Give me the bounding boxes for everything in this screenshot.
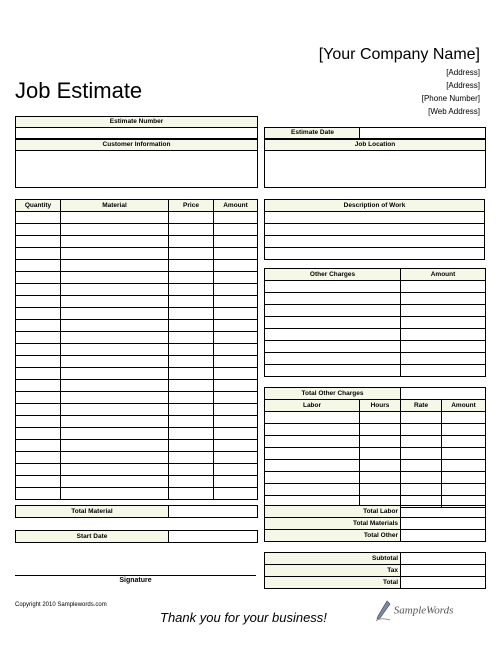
material-cell[interactable]: [61, 272, 169, 284]
material-row: [16, 320, 258, 332]
material-cell[interactable]: [61, 296, 169, 308]
pen-icon: [375, 600, 391, 622]
address-line-2: [Address]: [446, 81, 480, 90]
material-cell[interactable]: [61, 212, 169, 224]
signature-label: Signature: [119, 577, 152, 584]
total-other-charges-field[interactable]: [401, 388, 486, 400]
other-charge-row: [265, 305, 486, 317]
material-cell[interactable]: [169, 368, 214, 380]
signature-line[interactable]: [15, 575, 256, 576]
material-row: [16, 272, 258, 284]
total-materials-field[interactable]: [401, 518, 486, 530]
material-cell[interactable]: [214, 272, 258, 284]
labor-cell[interactable]: [442, 472, 486, 484]
material-cell[interactable]: [16, 212, 61, 224]
material-cell[interactable]: [61, 320, 169, 332]
material-cell[interactable]: [61, 344, 169, 356]
estimate-number-field[interactable]: [15, 127, 258, 139]
material-cell[interactable]: [16, 344, 61, 356]
material-row: [16, 224, 258, 236]
labor-cell[interactable]: [442, 424, 486, 436]
labor-table: [264, 387, 486, 508]
total-other-charges-label: Total Other Charges: [265, 388, 401, 400]
description-of-work-label: Description of Work: [265, 200, 485, 212]
material-cell[interactable]: [214, 440, 258, 452]
other-charge-cell[interactable]: [265, 305, 401, 317]
other-charge-row: [265, 353, 486, 365]
material-cell[interactable]: [214, 464, 258, 476]
labor-cell[interactable]: [360, 472, 401, 484]
other-charge-cell[interactable]: [401, 329, 486, 341]
material-cell[interactable]: [16, 248, 61, 260]
material-cell[interactable]: [61, 224, 169, 236]
material-row: [16, 308, 258, 320]
material-cell[interactable]: [16, 428, 61, 440]
col-hours: Hours: [360, 400, 401, 412]
material-row: [16, 440, 258, 452]
other-charge-cell[interactable]: [401, 305, 486, 317]
material-cell[interactable]: [169, 404, 214, 416]
material-cell[interactable]: [214, 236, 258, 248]
description-cell[interactable]: [265, 224, 485, 236]
material-row: [16, 428, 258, 440]
material-row: [16, 260, 258, 272]
labor-cell[interactable]: [360, 460, 401, 472]
other-charge-cell[interactable]: [265, 317, 401, 329]
description-row: [265, 236, 485, 248]
material-cell[interactable]: [214, 404, 258, 416]
doc-title: Job Estimate: [15, 78, 143, 103]
total-labor-label: Total Labor: [265, 506, 401, 518]
material-cell[interactable]: [169, 308, 214, 320]
total-materials-label: Total Materials: [265, 518, 401, 530]
material-cell[interactable]: [169, 236, 214, 248]
labor-cell[interactable]: [442, 484, 486, 496]
material-cell[interactable]: [214, 296, 258, 308]
material-row: [16, 380, 258, 392]
estimate-number-label: Estimate Number: [15, 116, 258, 128]
material-cell[interactable]: [214, 380, 258, 392]
material-cell[interactable]: [16, 284, 61, 296]
labor-cell[interactable]: [401, 412, 442, 424]
col-material: Material: [61, 200, 169, 212]
estimate-date-field[interactable]: [359, 127, 486, 139]
material-cell[interactable]: [16, 452, 61, 464]
total-field[interactable]: [401, 577, 486, 589]
labor-cell[interactable]: [401, 472, 442, 484]
material-cell[interactable]: [16, 416, 61, 428]
material-cell[interactable]: [16, 272, 61, 284]
start-date-table: [15, 530, 258, 543]
material-cell[interactable]: [214, 320, 258, 332]
material-cell[interactable]: [214, 284, 258, 296]
material-cell[interactable]: [16, 464, 61, 476]
material-row: [16, 296, 258, 308]
material-cell[interactable]: [169, 356, 214, 368]
material-cell[interactable]: [16, 260, 61, 272]
material-row: [16, 236, 258, 248]
labor-row: [265, 448, 486, 460]
labor-cell[interactable]: [265, 448, 360, 460]
material-row: [16, 248, 258, 260]
material-cell[interactable]: [61, 464, 169, 476]
col-labor-amount: Amount: [442, 400, 486, 412]
labor-row: [265, 472, 486, 484]
labor-cell[interactable]: [360, 436, 401, 448]
other-charge-cell[interactable]: [265, 281, 401, 293]
material-row: [16, 344, 258, 356]
labor-cell[interactable]: [442, 436, 486, 448]
start-date-label: Start Date: [16, 531, 169, 543]
customer-info-field[interactable]: [15, 150, 258, 188]
material-cell[interactable]: [16, 392, 61, 404]
material-row: [16, 452, 258, 464]
material-cell[interactable]: [61, 476, 169, 488]
description-cell[interactable]: [265, 248, 485, 260]
material-row: [16, 332, 258, 344]
other-charge-cell[interactable]: [401, 353, 486, 365]
material-cell[interactable]: [214, 428, 258, 440]
material-cell[interactable]: [169, 320, 214, 332]
material-cell[interactable]: [169, 428, 214, 440]
material-cell[interactable]: [61, 428, 169, 440]
material-cell[interactable]: [61, 356, 169, 368]
other-charges-label: Other Charges: [265, 269, 401, 281]
labor-row: [265, 460, 486, 472]
material-cell[interactable]: [61, 308, 169, 320]
estimate-date-label: Estimate Date: [264, 127, 361, 139]
material-cell[interactable]: [61, 236, 169, 248]
total-other-label: Total Other: [265, 530, 401, 542]
logo-text: SampleWords: [393, 604, 454, 617]
phone-number: [Phone Number]: [421, 94, 480, 103]
col-quantity: Quantity: [16, 200, 61, 212]
material-cell[interactable]: [169, 260, 214, 272]
labor-row: [265, 424, 486, 436]
other-charge-row: [265, 317, 486, 329]
material-cell[interactable]: [16, 380, 61, 392]
material-cell[interactable]: [61, 284, 169, 296]
material-cell[interactable]: [16, 368, 61, 380]
materials-table: [15, 199, 258, 500]
other-charge-row: [265, 293, 486, 305]
description-row: [265, 248, 485, 260]
total-material-field[interactable]: [169, 506, 258, 518]
material-cell[interactable]: [169, 212, 214, 224]
material-cell[interactable]: [214, 356, 258, 368]
total-other-field[interactable]: [401, 530, 486, 542]
labor-row: [265, 436, 486, 448]
material-cell[interactable]: [61, 248, 169, 260]
total-labor-field[interactable]: [401, 506, 486, 518]
material-cell[interactable]: [169, 464, 214, 476]
material-cell[interactable]: [16, 356, 61, 368]
other-charge-row: [265, 341, 486, 353]
address-line-1: [Address]: [446, 68, 480, 77]
other-charge-cell[interactable]: [265, 341, 401, 353]
job-location-label: Job Location: [264, 139, 486, 151]
labor-cell[interactable]: [360, 412, 401, 424]
labor-cell[interactable]: [442, 448, 486, 460]
material-cell[interactable]: [61, 440, 169, 452]
material-cell[interactable]: [61, 416, 169, 428]
subtotal-label: Subtotal: [265, 553, 401, 565]
company-name: [Your Company Name]: [318, 46, 480, 63]
material-cell[interactable]: [214, 212, 258, 224]
copyright: Copyright 2010 Samplewords.com: [15, 602, 107, 608]
start-date-field[interactable]: [169, 531, 258, 543]
material-row: [16, 212, 258, 224]
labor-cell[interactable]: [360, 448, 401, 460]
material-cell[interactable]: [169, 344, 214, 356]
labor-cell[interactable]: [442, 460, 486, 472]
labor-cell[interactable]: [360, 424, 401, 436]
other-charges-amount-label: Amount: [401, 269, 486, 281]
material-cell[interactable]: [16, 488, 61, 500]
material-cell[interactable]: [16, 296, 61, 308]
material-row: [16, 476, 258, 488]
web-address: [Web Address]: [428, 107, 480, 116]
material-cell[interactable]: [214, 308, 258, 320]
other-charge-cell[interactable]: [265, 353, 401, 365]
description-row: [265, 212, 485, 224]
material-cell[interactable]: [214, 260, 258, 272]
material-row: [16, 416, 258, 428]
material-cell[interactable]: [61, 452, 169, 464]
grand-totals-table: [264, 552, 486, 589]
description-cell[interactable]: [265, 236, 485, 248]
labor-cell[interactable]: [265, 412, 360, 424]
material-cell[interactable]: [61, 332, 169, 344]
tax-field[interactable]: [401, 565, 486, 577]
material-cell[interactable]: [214, 368, 258, 380]
labor-cell[interactable]: [360, 484, 401, 496]
material-cell[interactable]: [16, 308, 61, 320]
material-row: [16, 356, 258, 368]
other-charge-cell[interactable]: [401, 281, 486, 293]
material-cell[interactable]: [169, 488, 214, 500]
labor-cell[interactable]: [442, 412, 486, 424]
labor-cell[interactable]: [265, 460, 360, 472]
material-row: [16, 404, 258, 416]
col-rate: Rate: [401, 400, 442, 412]
other-charges-table: [264, 268, 486, 377]
material-cell[interactable]: [169, 380, 214, 392]
labor-cell[interactable]: [265, 424, 360, 436]
material-row: [16, 488, 258, 500]
samplewords-logo: [375, 600, 453, 622]
material-cell[interactable]: [214, 488, 258, 500]
labor-cell[interactable]: [265, 436, 360, 448]
material-cell[interactable]: [214, 224, 258, 236]
material-cell[interactable]: [16, 476, 61, 488]
material-cell[interactable]: [61, 404, 169, 416]
material-cell[interactable]: [214, 416, 258, 428]
other-charge-cell[interactable]: [265, 365, 401, 377]
total-label: Total: [265, 577, 401, 589]
description-row: [265, 224, 485, 236]
material-cell[interactable]: [169, 440, 214, 452]
material-cell[interactable]: [169, 272, 214, 284]
other-charge-cell[interactable]: [265, 329, 401, 341]
material-row: [16, 368, 258, 380]
labor-cell[interactable]: [265, 484, 360, 496]
col-labor: Labor: [265, 400, 360, 412]
other-charge-cell[interactable]: [401, 365, 486, 377]
material-cell[interactable]: [16, 440, 61, 452]
thank-you-message: Thank you for your business!: [160, 610, 327, 625]
other-charge-cell[interactable]: [401, 341, 486, 353]
tax-label: Tax: [265, 565, 401, 577]
labor-cell[interactable]: [401, 436, 442, 448]
total-material-label: Total Material: [16, 506, 169, 518]
col-price: Price: [169, 200, 214, 212]
material-cell[interactable]: [169, 296, 214, 308]
material-cell[interactable]: [16, 404, 61, 416]
subtotal-field[interactable]: [401, 553, 486, 565]
material-cell[interactable]: [214, 344, 258, 356]
total-material-table: [15, 505, 258, 518]
material-cell[interactable]: [61, 260, 169, 272]
labor-cell[interactable]: [401, 460, 442, 472]
material-cell[interactable]: [169, 224, 214, 236]
material-row: [16, 284, 258, 296]
other-charge-row: [265, 281, 486, 293]
description-table: [264, 199, 485, 260]
material-cell[interactable]: [214, 392, 258, 404]
labor-cell[interactable]: [265, 472, 360, 484]
other-charge-cell[interactable]: [401, 293, 486, 305]
material-cell[interactable]: [214, 332, 258, 344]
material-cell[interactable]: [61, 392, 169, 404]
customer-info-label: Customer Information: [15, 139, 258, 151]
material-cell[interactable]: [169, 392, 214, 404]
material-cell[interactable]: [61, 368, 169, 380]
labor-cell[interactable]: [401, 424, 442, 436]
material-cell[interactable]: [16, 224, 61, 236]
col-amount: Amount: [214, 200, 258, 212]
material-cell[interactable]: [169, 284, 214, 296]
material-cell[interactable]: [169, 332, 214, 344]
totals-table: [264, 505, 486, 542]
labor-row: [265, 484, 486, 496]
material-cell[interactable]: [16, 320, 61, 332]
other-charge-row: [265, 329, 486, 341]
job-location-field[interactable]: [264, 150, 486, 188]
material-row: [16, 464, 258, 476]
description-cell[interactable]: [265, 212, 485, 224]
material-cell[interactable]: [16, 332, 61, 344]
material-cell[interactable]: [16, 236, 61, 248]
material-cell[interactable]: [169, 416, 214, 428]
material-cell[interactable]: [169, 476, 214, 488]
other-charge-row: [265, 365, 486, 377]
labor-row: [265, 412, 486, 424]
labor-cell[interactable]: [401, 484, 442, 496]
other-charge-cell[interactable]: [401, 317, 486, 329]
material-cell[interactable]: [214, 476, 258, 488]
material-cell[interactable]: [61, 380, 169, 392]
other-charge-cell[interactable]: [265, 293, 401, 305]
material-row: [16, 392, 258, 404]
material-cell[interactable]: [214, 248, 258, 260]
material-cell[interactable]: [61, 488, 169, 500]
material-cell[interactable]: [169, 452, 214, 464]
labor-cell[interactable]: [401, 448, 442, 460]
material-cell[interactable]: [169, 248, 214, 260]
material-cell[interactable]: [214, 452, 258, 464]
